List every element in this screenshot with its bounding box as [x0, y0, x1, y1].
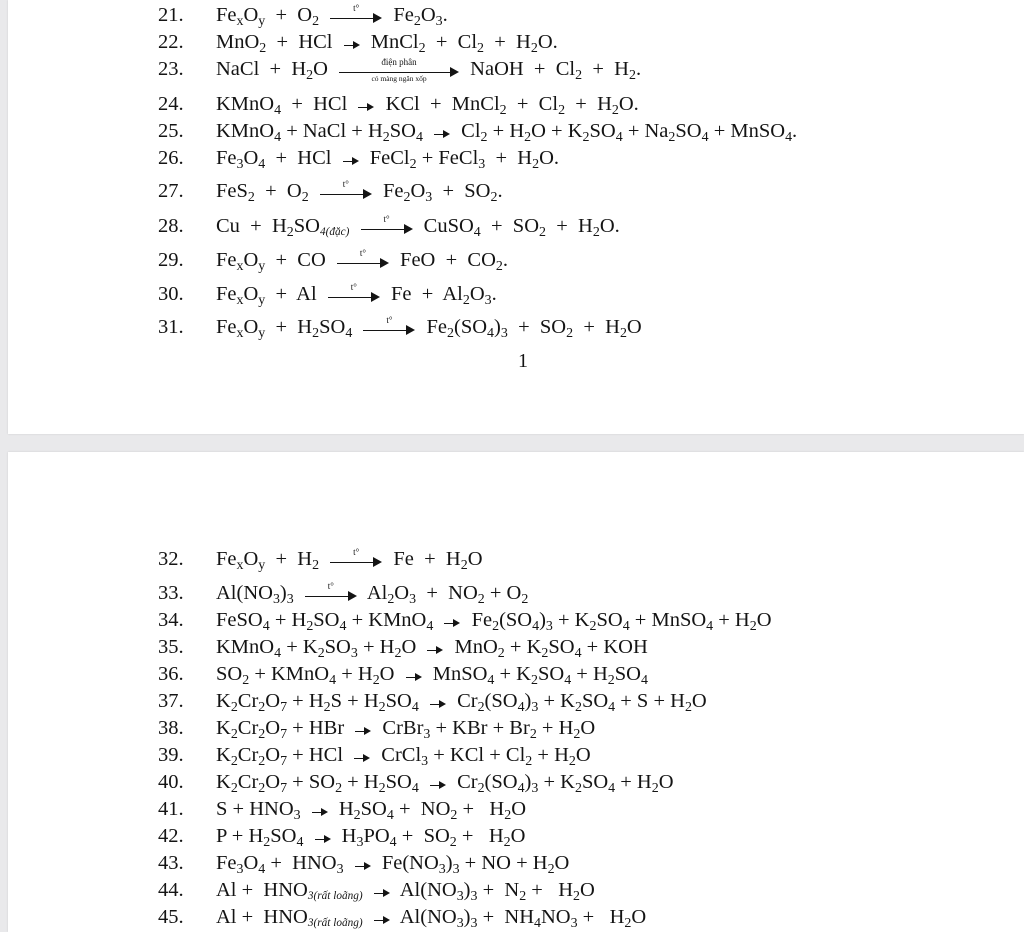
reaction-equation: MnO$_2$ + HCl MnCl$_2$ + $Cl_2 + H_2O$.	[216, 31, 558, 56]
heat-arrow: t°	[328, 284, 380, 306]
reaction-29	[158, 247, 508, 274]
reaction-number: 22.	[158, 31, 184, 53]
reaction-equation: FeSO$_4$ + $H_2SO_4$ + KMnO$_4$ $Fe_2(SO_4)_3 + K_2SO_4$ + MnSO$_4$ + $H_2O$	[216, 609, 772, 634]
reaction-equation: $SO_2$ + KMnO$_4$ + $H_2O$ MnSO$_4$ + $K_2SO_4 + H_2SO_4$	[216, 663, 648, 688]
reaction-43	[158, 850, 569, 877]
reaction-36	[158, 661, 648, 688]
reaction-equation: KMnO$_4$ + HCl KCl + MnCl$_2$ + $Cl_2 + H_2O$.	[216, 93, 639, 118]
reaction-equation: $S + HNO_3$ $H_2SO_4 + NO_2 + H_2O$	[216, 798, 526, 823]
reaction-arrow	[434, 121, 450, 143]
reaction-38	[158, 715, 595, 742]
reaction-arrow	[374, 880, 390, 902]
reaction-number: 32.	[158, 548, 184, 570]
reaction-34	[158, 607, 772, 634]
reaction-number: 26.	[158, 147, 184, 169]
reaction-arrow	[343, 148, 359, 170]
reaction-equation: $Fe_xO_y + Al$ t° $Fe + Al_2O_3$.	[216, 282, 497, 308]
heat-arrow: t°	[361, 216, 413, 238]
reaction-35	[158, 634, 648, 661]
page-bottom	[8, 452, 1024, 932]
heat-arrow: t°	[363, 317, 415, 339]
reaction-number: 29.	[158, 249, 184, 271]
reaction-arrow	[430, 772, 446, 794]
reaction-number: 42.	[158, 825, 184, 847]
reaction-40	[158, 769, 674, 796]
reaction-number: 24.	[158, 93, 184, 115]
reaction-equation: $Al + HNO_{3(rất loãng)}$ $Al(NO_3)_3 + N_2 + H_2O$	[216, 879, 595, 904]
reaction-number: 40.	[158, 771, 184, 793]
reaction-equation: $Fe_xO_y + H_2$ t° $Fe + H_2O$	[216, 547, 483, 573]
heat-arrow: t°	[330, 5, 382, 27]
reaction-equation: $P + H_2SO_4$ $H_3PO_4 + SO_2 + H_2O$	[216, 825, 526, 850]
reaction-arrow	[312, 799, 328, 821]
reaction-number: 37.	[158, 690, 184, 712]
reaction-number: 35.	[158, 636, 184, 658]
reaction-equation: $K_2Cr_2O_7$ + HCl CrCl$_3$ + KCl + $Cl_2 + H_2O$	[216, 744, 591, 769]
reaction-32	[158, 546, 483, 573]
reaction-equation: $Al + HNO_{3(rất loãng)}$ $Al(NO_3)_3 + NH_4NO_3 + H_2O$	[216, 906, 647, 931]
reaction-number: 28.	[158, 215, 184, 237]
reaction-arrow	[344, 32, 360, 54]
reaction-equation: $Fe_xO_y + O_2$ t° $Fe_2O_3$.	[216, 3, 448, 29]
reaction-24	[158, 91, 639, 118]
reaction-number: 44.	[158, 879, 184, 901]
reaction-41	[158, 796, 526, 823]
reaction-arrow	[354, 745, 370, 767]
reaction-equation: NaCl + $H_2O$ điện phân có màng ngăn xốp NaOH + $Cl_2 + H_2$.	[216, 57, 642, 84]
page-top	[8, 0, 1024, 434]
reaction-number: 33.	[158, 582, 184, 604]
heat-arrow: t°	[305, 583, 357, 605]
reaction-equation: $K_2Cr_2O_7 + SO_2 + H_2SO_4$ $Cr_2(SO_4)_3 + K_2SO_4 + H_2O$	[216, 771, 674, 796]
reaction-equation: $Fe_xO_y + H_2SO_4$ t° $Fe_2(SO_4)_3 + SO_2 + H_2O$	[216, 315, 642, 341]
reaction-number: 30.	[158, 283, 184, 305]
reaction-arrow	[355, 853, 371, 875]
reaction-37	[158, 688, 707, 715]
reaction-number: 43.	[158, 852, 184, 874]
reaction-equation: KMnO$_4$ + $K_2SO_3 + H_2O$ $MnO_2 + K_2SO_4$ + KOH	[216, 636, 648, 661]
reaction-arrow	[315, 826, 331, 848]
reaction-number: 41.	[158, 798, 184, 820]
reaction-arrow	[430, 691, 446, 713]
reaction-number: 36.	[158, 663, 184, 685]
reaction-equation: KMnO$_4$ + NaCl + $H_2SO_4$ $Cl_2 + H_2O + K_2SO_4 + Na_2SO_4$ + MnSO$_4$.	[216, 120, 798, 145]
reaction-number: 25.	[158, 120, 184, 142]
heat-arrow: t°	[337, 250, 389, 272]
reaction-number: 38.	[158, 717, 184, 739]
reaction-arrow	[444, 610, 460, 632]
reaction-equation: $Fe_xO_y$ + CO t° FeO + $CO_2$.	[216, 248, 508, 274]
reaction-45	[158, 904, 646, 931]
reaction-number: 34.	[158, 609, 184, 631]
reaction-number: 39.	[158, 744, 184, 766]
reaction-equation: $K_2Cr_2O_7 + H_2S + H_2SO_4$ $Cr_2(SO_4)_3 + K_2SO_4 + S + H_2O$	[216, 690, 707, 715]
reaction-30	[158, 281, 497, 308]
reaction-23	[158, 56, 641, 83]
reaction-number: 27.	[158, 180, 184, 202]
reaction-39	[158, 742, 591, 769]
electrolysis-arrow: điện phân có màng ngăn xốp	[339, 59, 459, 81]
reaction-arrow	[355, 718, 371, 740]
reaction-number: 23.	[158, 58, 184, 80]
reaction-equation: $Cu + H_2SO_{4(đặc)}$ t° CuSO$_4$ + $SO_2 + H_2O$.	[216, 214, 620, 240]
reaction-equation: $K_2Cr_2O_7$ + HBr CrBr$_3$ + KBr + $Br_2 + H_2O$	[216, 717, 596, 742]
reaction-equation: $Al(NO_3)_3$ t° $Al_2O_3 + NO_2 + O_2$	[216, 581, 529, 607]
reaction-arrow	[374, 907, 390, 929]
reaction-25	[158, 118, 797, 145]
reaction-arrow	[358, 94, 374, 116]
reaction-44	[158, 877, 595, 904]
reaction-equation: $Fe_3O_4$ + HCl FeCl$_2$ + FeCl$_3$ + $H_2O$.	[216, 147, 560, 172]
heat-arrow: t°	[330, 549, 382, 571]
reaction-33	[158, 580, 528, 607]
reaction-number: 31.	[158, 316, 184, 338]
reaction-28	[158, 213, 620, 240]
reaction-equation: $FeS_2 + O_2$ t° $Fe_2O_3 + SO_2$.	[216, 179, 503, 205]
heat-arrow: t°	[320, 181, 372, 203]
reaction-number: 21.	[158, 4, 184, 26]
reaction-number: 45.	[158, 906, 184, 928]
reaction-42	[158, 823, 525, 850]
reaction-26	[158, 145, 559, 172]
page-number: 1	[518, 350, 528, 372]
reaction-arrow	[427, 637, 443, 659]
reaction-arrow	[406, 664, 422, 686]
reaction-22	[158, 29, 558, 56]
reaction-equation: $Fe_3O_4 + HNO_3$ $Fe(NO_3)_3$ + NO + $H_2O$	[216, 852, 570, 877]
reaction-27	[158, 178, 503, 205]
reaction-21	[158, 2, 448, 29]
reaction-31	[158, 314, 642, 341]
